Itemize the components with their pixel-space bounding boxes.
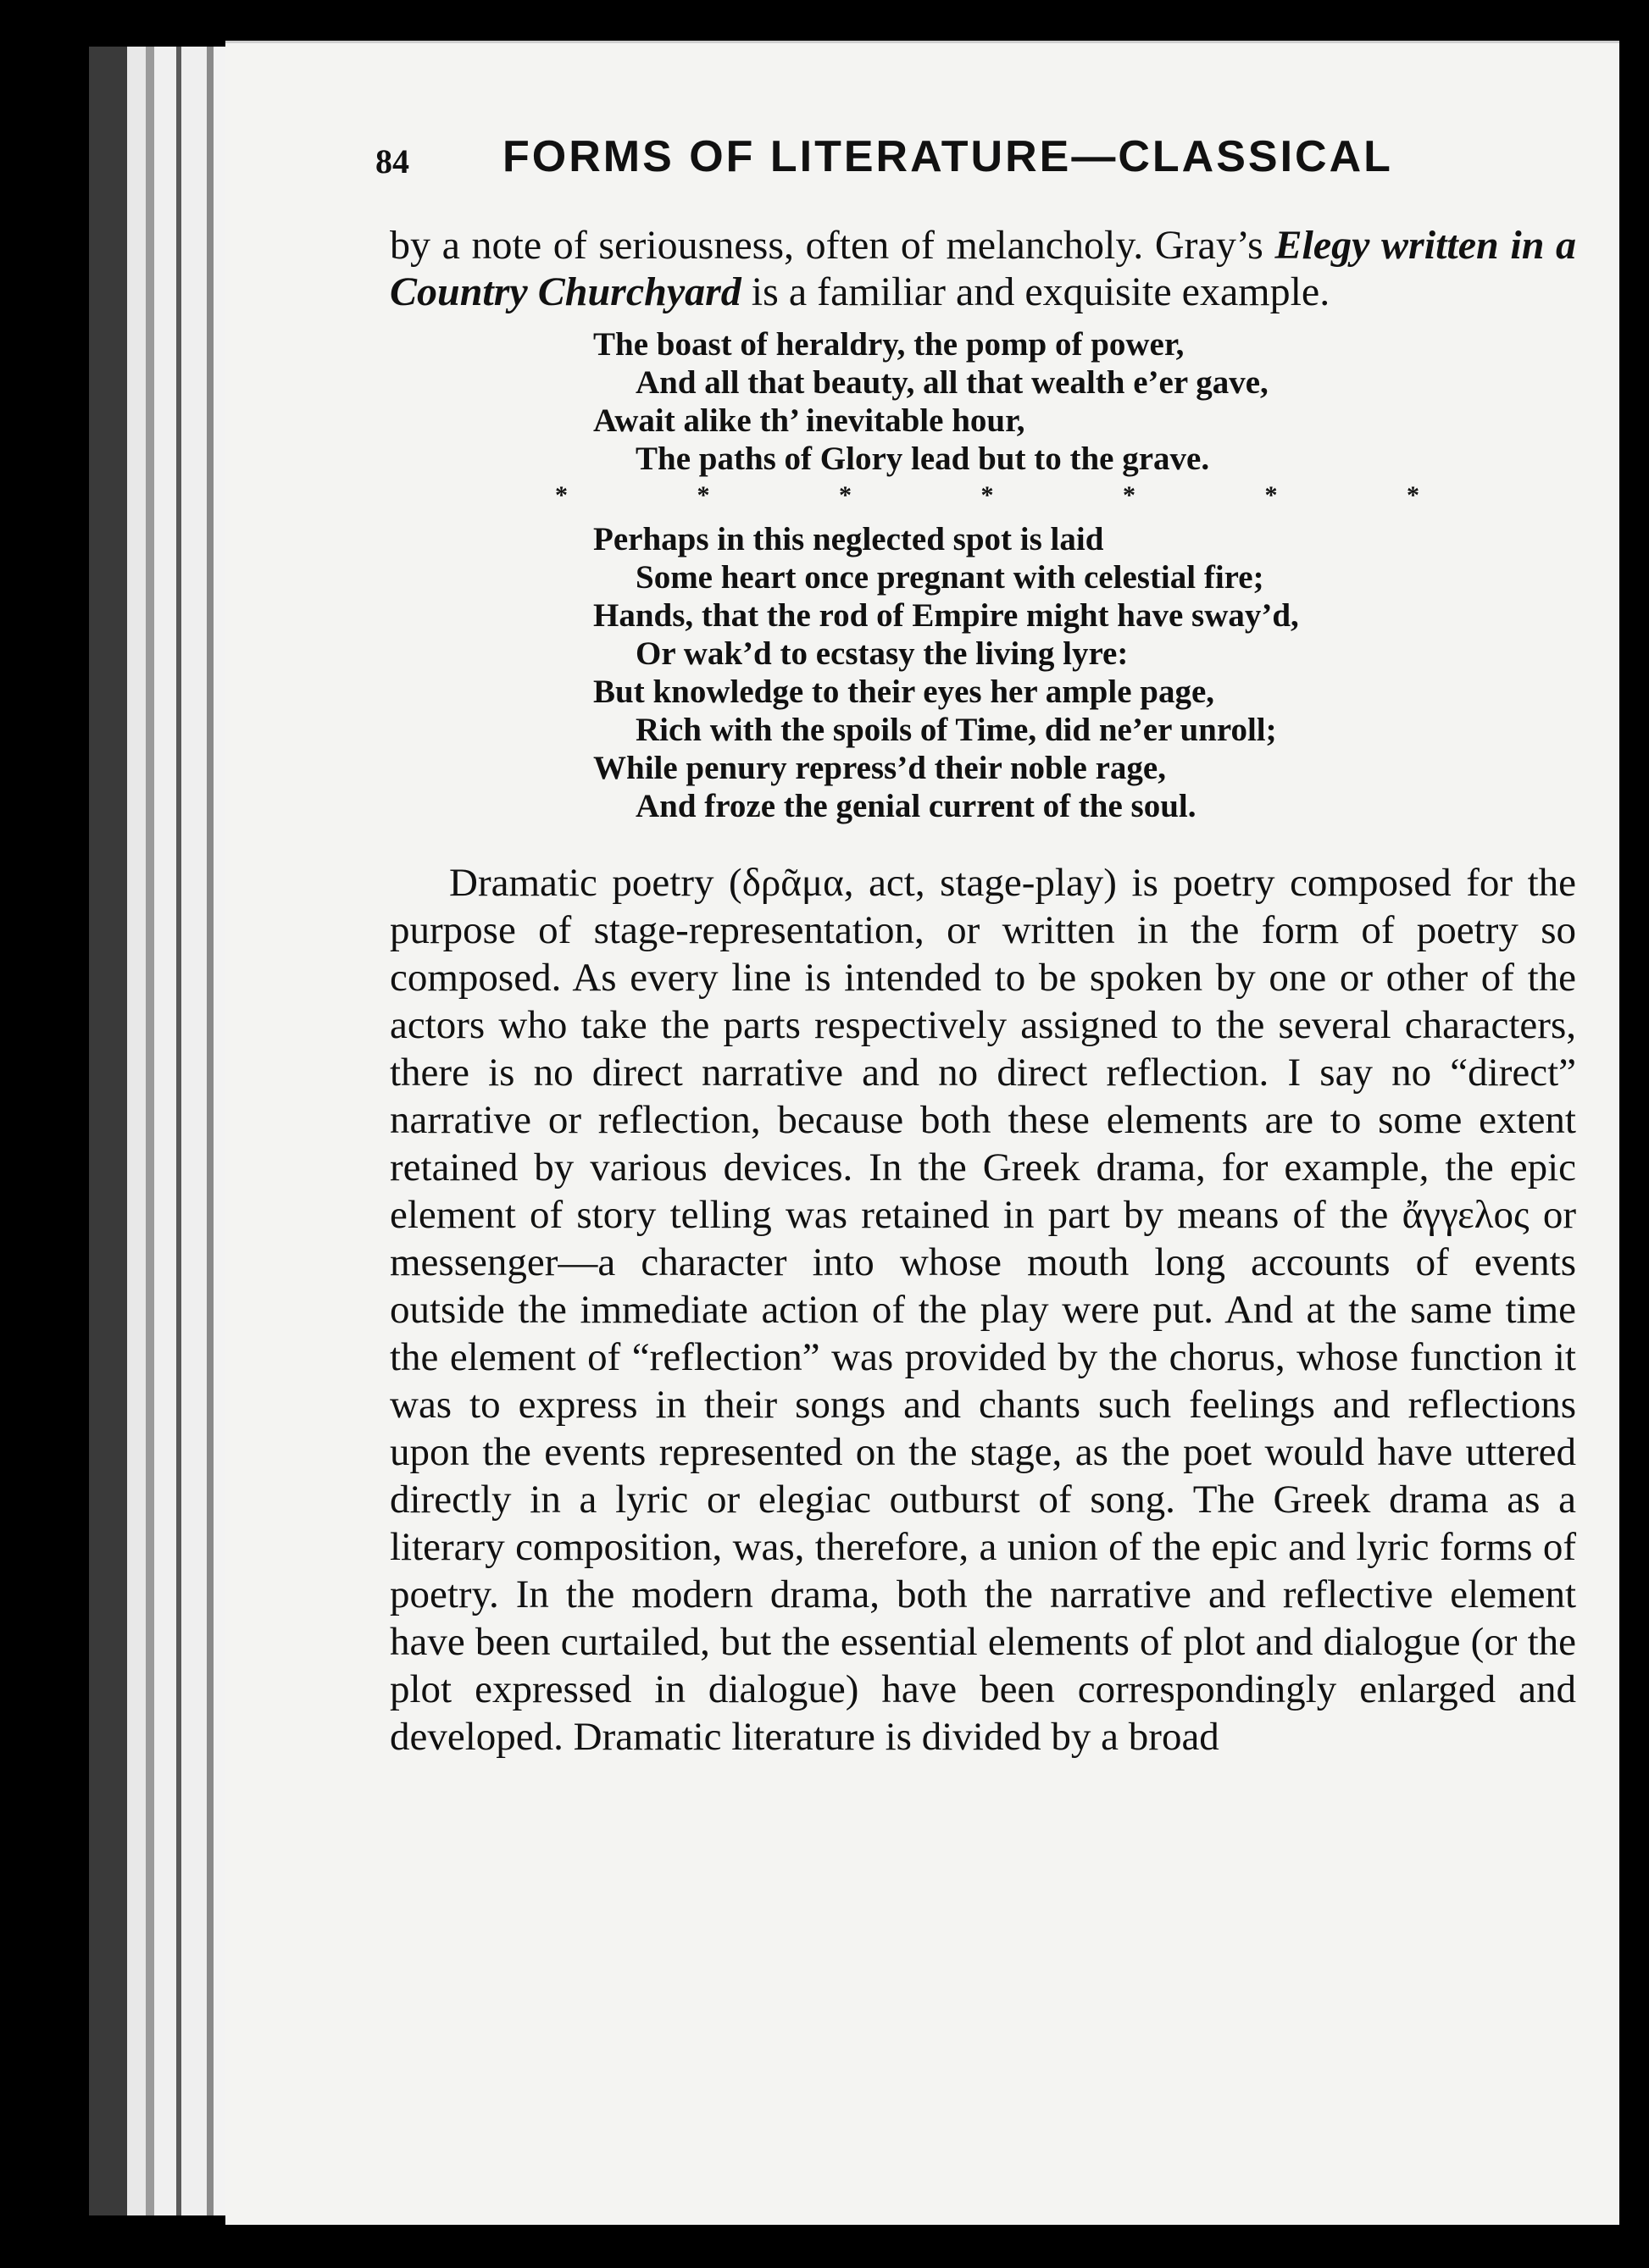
separator-star: * (555, 481, 568, 509)
page-body (390, 222, 1576, 1761)
running-head: FORMS OF LITERATURE—CLASSICAL (502, 132, 1393, 181)
stanza-separator (555, 483, 1419, 508)
page-edge (214, 47, 225, 2215)
poem-line: Hands, that the rod of Empire might have sway’d, (593, 597, 1299, 634)
paragraph-dramatic-poetry: Dramatic poetry (δρᾶμα, act, stage-play) is poetry composed for the purpose of stage-representation, or written in the form of poetry so composed. As every line is intended to be spoken by one or other of the actors who take the parts respectively assigned to the several characters, there is no direct narrative and no direct reflection. I say no “direct” narrative or reflection, because both these elements are to some extent retained by various devices. In the Greek drama, for example, the epic element of story telling was retained in part by means of the ἄγγελος or messenger—a character into whose mouth long accounts of events outside the immediate action of the play were put. And at the same time the element of “reflection” was provided by the chorus, whose function it was to express in their songs and chants such feelings and reflections upon the events represented on the stage, as the poet would have uttered directly in a lyric or elegiac outburst of song. The Greek drama as a literary composition, was, therefore, a union of the epic and lyric forms of poetry. In the modern drama, both the narrative and reflective element have been curtailed, but the essential elements of plot and dialogue (or the plot expressed in dialogue) have been correspondingly enlarged and developed. Dramatic literature is divided by a broad (390, 861, 1576, 1759)
page-edge (181, 47, 207, 2215)
poem-quotation (555, 325, 1525, 825)
page-edge (154, 47, 176, 2215)
poem-line: Some heart once pregnant with celestial fire; (636, 559, 1264, 596)
poem-line: The boast of heraldry, the pomp of power, (593, 326, 1185, 363)
page-edge (207, 47, 214, 2215)
separator-star: * (839, 481, 852, 509)
separator-star: * (1264, 481, 1278, 509)
book-cover-edge (89, 47, 127, 2215)
paragraph-intro-text: by a note of seriousness, often of melancholy. Gray’s (390, 223, 1275, 268)
separator-star: * (1407, 481, 1419, 509)
poem-line: Await alike th’ inevitable hour, (593, 402, 1025, 439)
poem-line: But knowledge to their eyes her ample page, (593, 674, 1215, 710)
page-number: 84 (375, 142, 409, 180)
paragraph-intro (390, 222, 1576, 315)
separator-star: * (1123, 481, 1135, 509)
page-edge (127, 47, 146, 2215)
separator-star: * (697, 481, 710, 509)
poem-line: And all that beauty, all that wealth e’er gave, (636, 364, 1269, 401)
poem-line: The paths of Glory lead but to the grave. (636, 441, 1210, 477)
separator-star: * (980, 481, 994, 509)
poem-line: Or wak’d to ecstasy the living lyre: (636, 635, 1129, 672)
poem-title: Elegy written in a Country Churchyard (390, 223, 1576, 314)
poem-line: Rich with the spoils of Time, did ne’er unroll; (636, 712, 1277, 748)
poem-line: While penury repress’d their noble rage, (593, 750, 1166, 786)
page-header (375, 123, 1443, 191)
poem-line: Perhaps in this neglected spot is laid (593, 521, 1104, 557)
page-edge (146, 47, 154, 2215)
poem-line: And froze the genial current of the soul. (636, 788, 1196, 824)
paragraph-intro-end: is a familiar and exquisite example. (741, 269, 1330, 314)
